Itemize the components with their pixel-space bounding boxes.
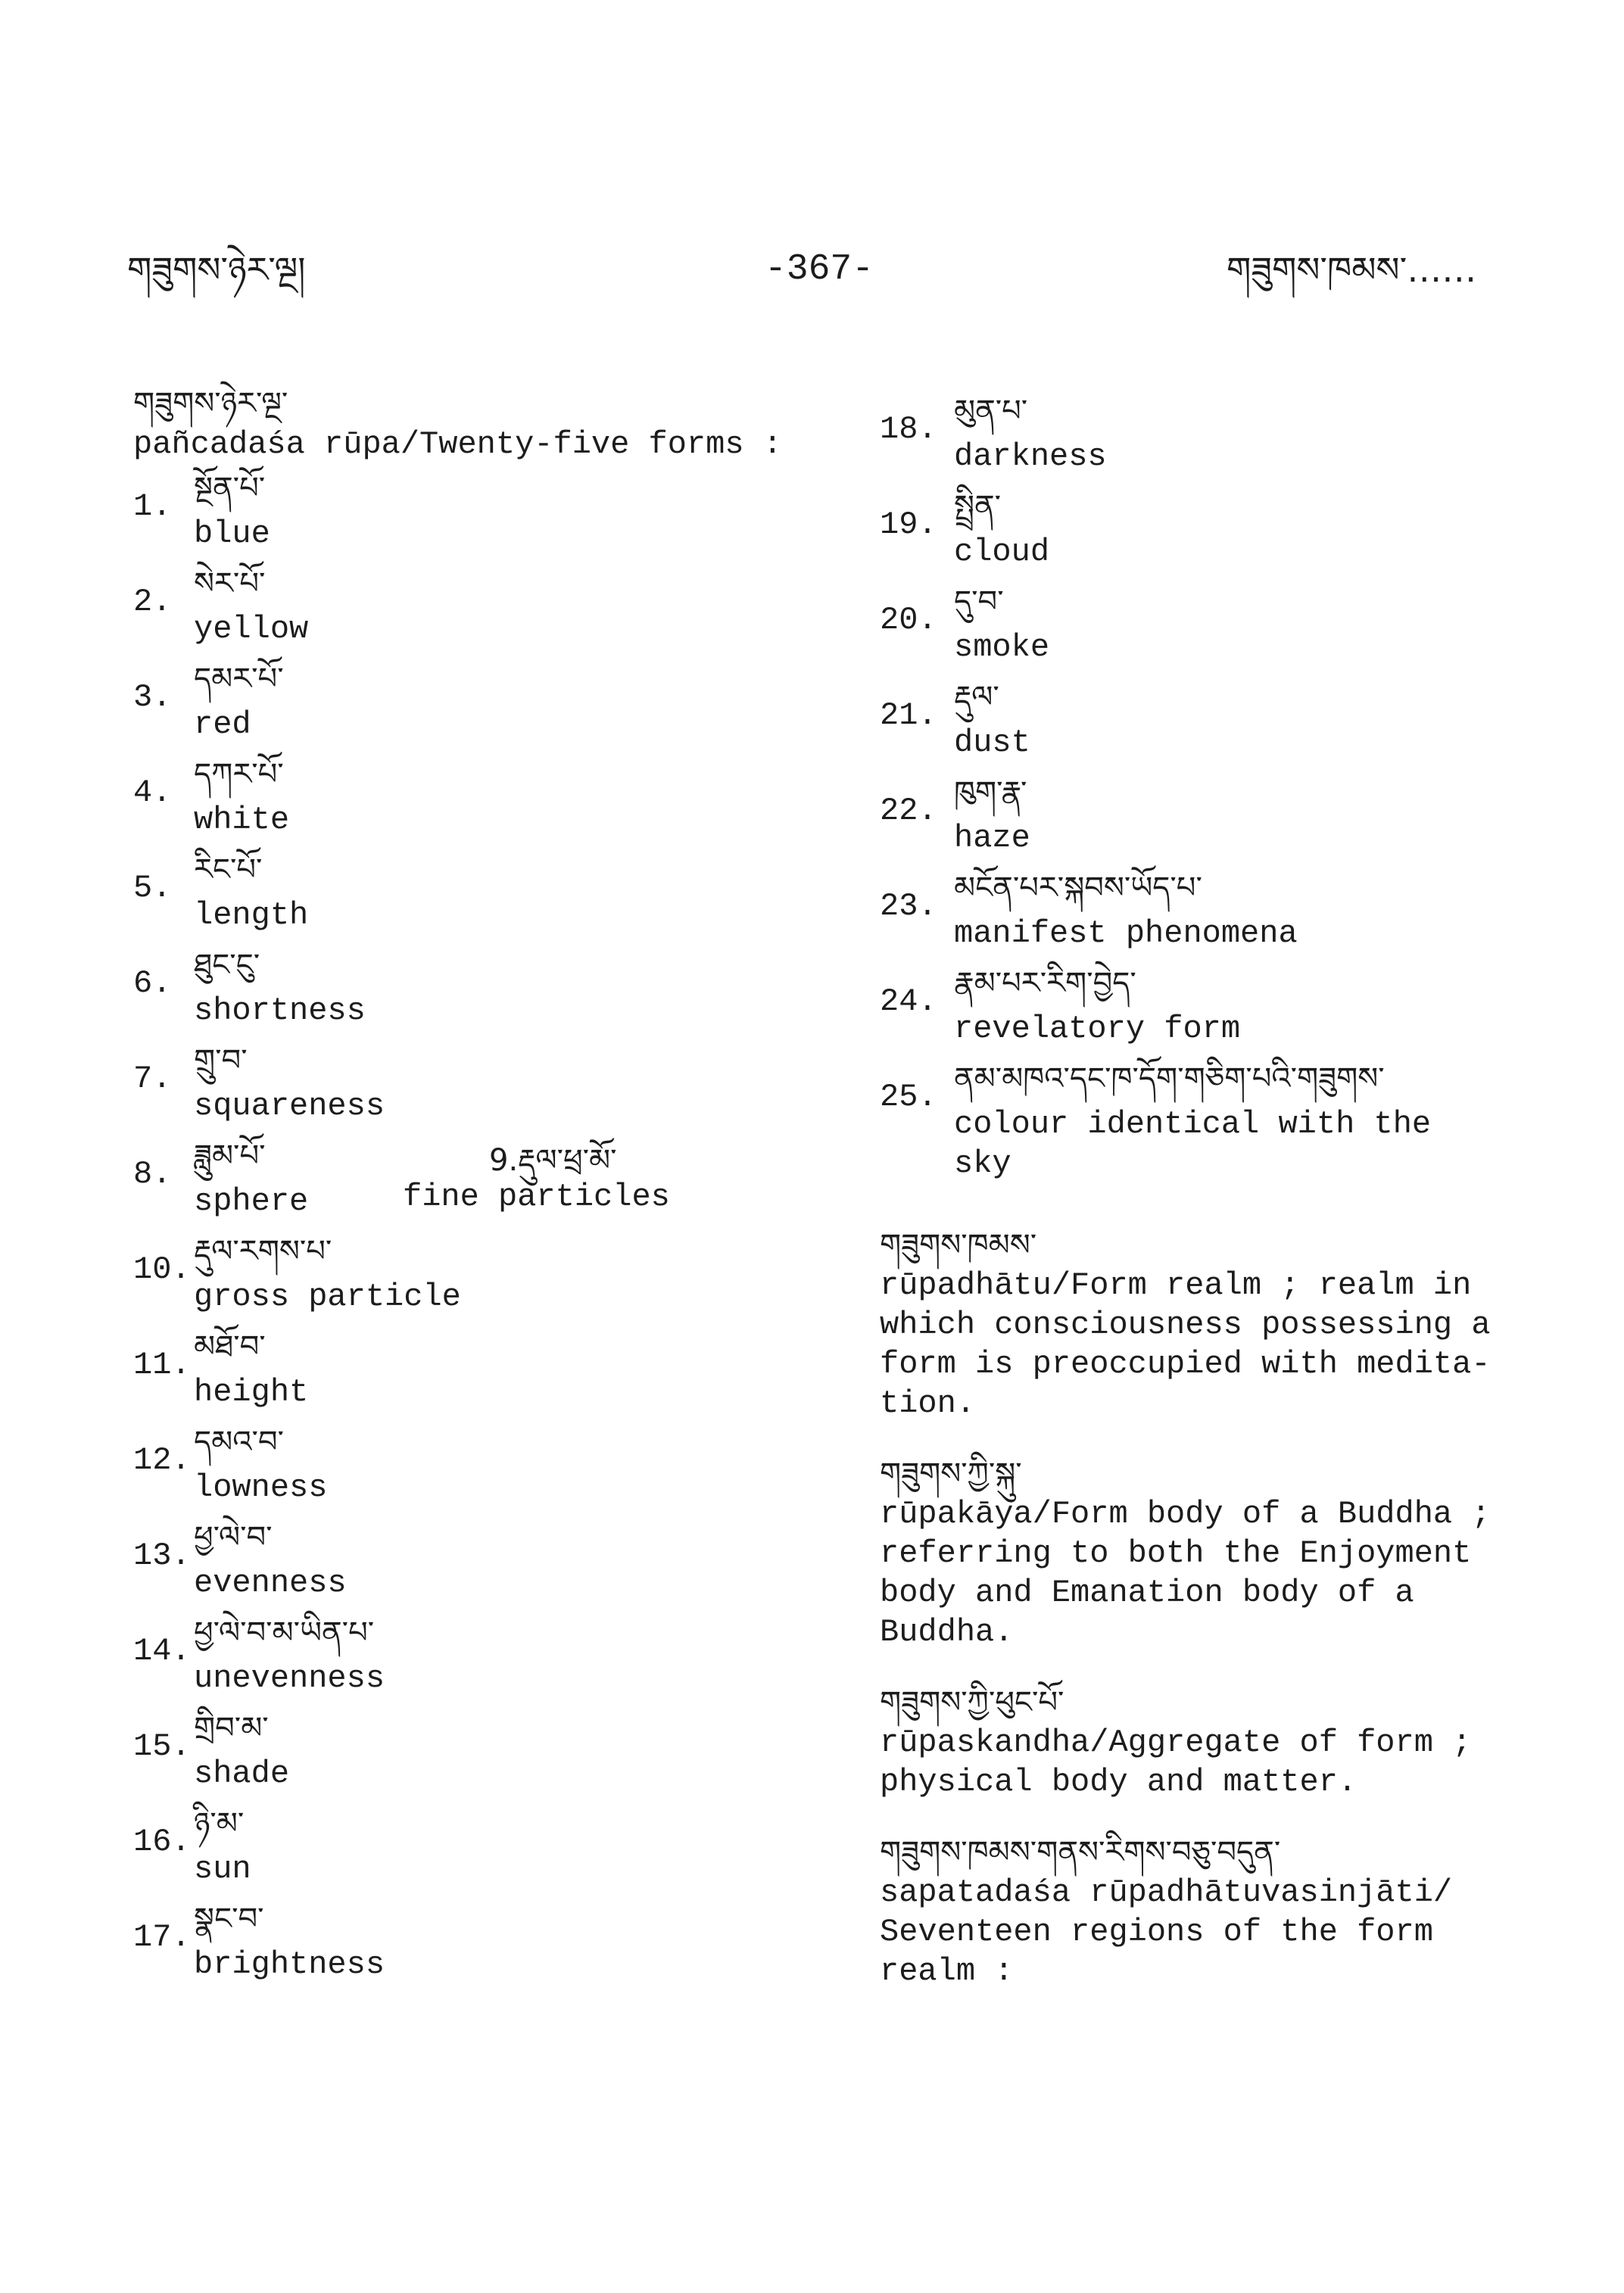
list-item bbox=[133, 852, 815, 948]
item-number: 5. bbox=[133, 870, 172, 906]
list-item bbox=[880, 489, 1561, 584]
right-column bbox=[880, 394, 1561, 2024]
item-english: gross particle bbox=[194, 1279, 461, 1315]
item-english: lowness bbox=[194, 1469, 328, 1506]
item-number: 4. bbox=[133, 774, 172, 811]
item-number: 8. bbox=[133, 1156, 172, 1192]
item-tibetan: ནམ་མཁའ་དང་ཁ་དོག་གཅིག་པའི་གཟུགས་ bbox=[954, 1061, 1385, 1096]
item-tibetan: ཕྱ་ལེ་བ་ bbox=[194, 1520, 273, 1555]
item-tibetan: དམར་པོ་ bbox=[194, 662, 284, 696]
item-number: 10. bbox=[133, 1251, 191, 1288]
item-number: 18. bbox=[880, 411, 937, 447]
item-tibetan: མཐོ་བ་ bbox=[194, 1329, 266, 1364]
left-column bbox=[133, 386, 815, 1997]
item-number: 14. bbox=[133, 1633, 191, 1669]
list-item bbox=[133, 1806, 815, 1902]
item-number: 6. bbox=[133, 965, 172, 1002]
item-english: sun bbox=[194, 1851, 251, 1887]
item-english: dust bbox=[954, 724, 1030, 761]
item-number: 21. bbox=[880, 697, 937, 734]
item-english: white bbox=[194, 802, 290, 838]
list-item bbox=[133, 1234, 815, 1329]
item-english: darkness bbox=[954, 438, 1107, 475]
list-item bbox=[133, 1329, 815, 1425]
item-number: 24. bbox=[880, 983, 937, 1020]
item-english: shade bbox=[194, 1756, 290, 1792]
entry-definition: rūpaskandha/Aggregate of form ; physical body and matter. bbox=[880, 1724, 1472, 1800]
item-english: height bbox=[194, 1374, 309, 1410]
item-tibetan: རྡུལ་ bbox=[954, 680, 999, 715]
item-tibetan: དཀར་པོ་ bbox=[194, 757, 284, 792]
item-number: 3. bbox=[133, 679, 172, 715]
dictionary-entry bbox=[880, 1456, 1561, 1652]
item-number: 19. bbox=[880, 506, 937, 543]
dictionary-entry bbox=[880, 1228, 1561, 1423]
item-tibetan: རིང་པོ་ bbox=[194, 852, 263, 887]
list-item bbox=[133, 1425, 815, 1520]
list-item bbox=[133, 1520, 815, 1615]
entry-definition: sapatadaśa rūpadhātuvasinjāti/ Seventeen regions of the form realm : bbox=[880, 1874, 1453, 1989]
item-number: 20. bbox=[880, 602, 937, 638]
item-english: unevenness bbox=[194, 1660, 385, 1696]
item-tibetan: མངོན་པར་སྐབས་ཡོད་པ་ bbox=[954, 871, 1202, 905]
entry-headword-tibetan: གཟུགས་ཀྱི་ཕུང་པོ་ bbox=[880, 1685, 1064, 1720]
entry-heading-english: pañcadaśa rūpa/Twenty-five forms : bbox=[133, 426, 782, 463]
list-item bbox=[133, 1615, 815, 1711]
item-tibetan: དུ་བ་ bbox=[954, 584, 1004, 619]
item-number: 25. bbox=[880, 1079, 937, 1115]
item-english: colour identical with the bbox=[954, 1106, 1432, 1142]
item-tibetan: སེར་པོ་ bbox=[194, 566, 266, 601]
item-english-continued: sky bbox=[954, 1145, 1011, 1182]
item-english: manifest phenomena bbox=[954, 915, 1298, 952]
item-english: shortness bbox=[194, 992, 366, 1029]
item-tibetan: སྔོན་པོ་ bbox=[194, 471, 266, 506]
running-header-left: གཟུགས་ཉེར་ལྔ། bbox=[127, 249, 306, 290]
item-number: 16. bbox=[133, 1824, 191, 1860]
list-item bbox=[133, 566, 815, 662]
item-tibetan: སྣང་བ་ bbox=[194, 1902, 264, 1936]
item-english: sphere bbox=[194, 1183, 309, 1220]
entry-headword-tibetan: གཟུགས་ཀྱི་སྐུ་ bbox=[880, 1456, 1022, 1491]
list-item bbox=[880, 966, 1561, 1061]
item-number: 15. bbox=[133, 1728, 191, 1765]
item-english: revelatory form bbox=[954, 1011, 1241, 1047]
list-item bbox=[133, 1711, 815, 1806]
item-tibetan: ཉི་མ་ bbox=[194, 1806, 245, 1841]
item-english: evenness bbox=[194, 1565, 347, 1601]
list-item bbox=[133, 1043, 815, 1139]
dictionary-entry bbox=[880, 1835, 1561, 1991]
item-english: cloud bbox=[954, 534, 1050, 570]
list-item bbox=[133, 948, 815, 1043]
entry-headword-tibetan: གཟུགས་ཁམས་ bbox=[880, 1228, 1037, 1263]
item-tibetan: མུན་པ་ bbox=[954, 394, 1028, 428]
item-english: brightness bbox=[194, 1946, 385, 1983]
list-item bbox=[880, 394, 1561, 489]
list-item bbox=[880, 680, 1561, 775]
item-number: 11. bbox=[133, 1347, 191, 1383]
item-number: 17. bbox=[133, 1919, 191, 1955]
item-number: 12. bbox=[133, 1442, 191, 1478]
list-item bbox=[880, 1061, 1561, 1228]
item-number: 2. bbox=[133, 584, 172, 620]
entry-definition: rūpakāya/Form body of a Buddha ; referring to both the Enjoyment body and Emanation body of a Buddha. bbox=[880, 1496, 1491, 1650]
item-tibetan: ཐུང་ངུ་ bbox=[194, 948, 260, 983]
item-number: 1. bbox=[133, 488, 172, 525]
list-item bbox=[133, 757, 815, 852]
item-tibetan-second: 9.རྡུལ་ཕྲ་མོ་ bbox=[489, 1143, 617, 1178]
list-item bbox=[133, 1902, 815, 1997]
item-tibetan: རྡུལ་རགས་པ་ bbox=[194, 1234, 332, 1269]
item-english: length bbox=[194, 897, 309, 933]
list-item bbox=[880, 584, 1561, 680]
item-english: blue bbox=[194, 516, 270, 552]
item-english: red bbox=[194, 706, 251, 743]
list-item bbox=[133, 662, 815, 757]
entry-definition: rūpadhātu/Form realm ; realm in which consciousness possessing a form is preoccupied with medita- tion. bbox=[880, 1267, 1491, 1422]
item-number: 13. bbox=[133, 1537, 191, 1574]
entry-headword-tibetan: གཟུགས་ཁམས་གནས་རིགས་བཅུ་བདུན་ bbox=[880, 1835, 1281, 1870]
item-tibetan: དམའ་བ་ bbox=[194, 1425, 284, 1460]
item-number: 23. bbox=[880, 888, 937, 924]
list-item bbox=[133, 471, 815, 566]
item-tibetan: རྣམ་པར་རིག་བྱེད་ bbox=[954, 966, 1136, 1001]
list-item bbox=[880, 871, 1561, 966]
item-tibetan: ཟླུམ་པོ་ bbox=[194, 1139, 266, 1173]
item-english: squareness bbox=[194, 1088, 385, 1124]
item-tibetan: ཕྱ་ལེ་བ་མ་ཡིན་པ་ bbox=[194, 1615, 375, 1650]
running-header-right: གཟུགས་ཁམས་…… bbox=[1227, 249, 1477, 290]
page-number: -367- bbox=[765, 249, 874, 290]
item-tibetan: ཁུག་རྣ་ bbox=[954, 775, 1027, 810]
item-tibetan: སྤྲིན་ bbox=[954, 489, 1002, 524]
list-item bbox=[880, 775, 1561, 871]
dictionary-entry bbox=[880, 1685, 1561, 1802]
item-number: 22. bbox=[880, 793, 937, 829]
item-tibetan: གྲུ་བ་ bbox=[194, 1043, 248, 1078]
list-item-pair bbox=[133, 1139, 815, 1234]
item-english-second: fine particles bbox=[403, 1179, 670, 1215]
item-english: haze bbox=[954, 820, 1030, 856]
item-english: smoke bbox=[954, 629, 1050, 665]
item-english: yellow bbox=[194, 611, 309, 647]
item-number: 7. bbox=[133, 1061, 172, 1097]
entry-headword-tibetan: གཟུགས་ཉེར་ལྔ་ bbox=[133, 386, 288, 421]
item-tibetan: གྲིབ་མ་ bbox=[194, 1711, 269, 1746]
